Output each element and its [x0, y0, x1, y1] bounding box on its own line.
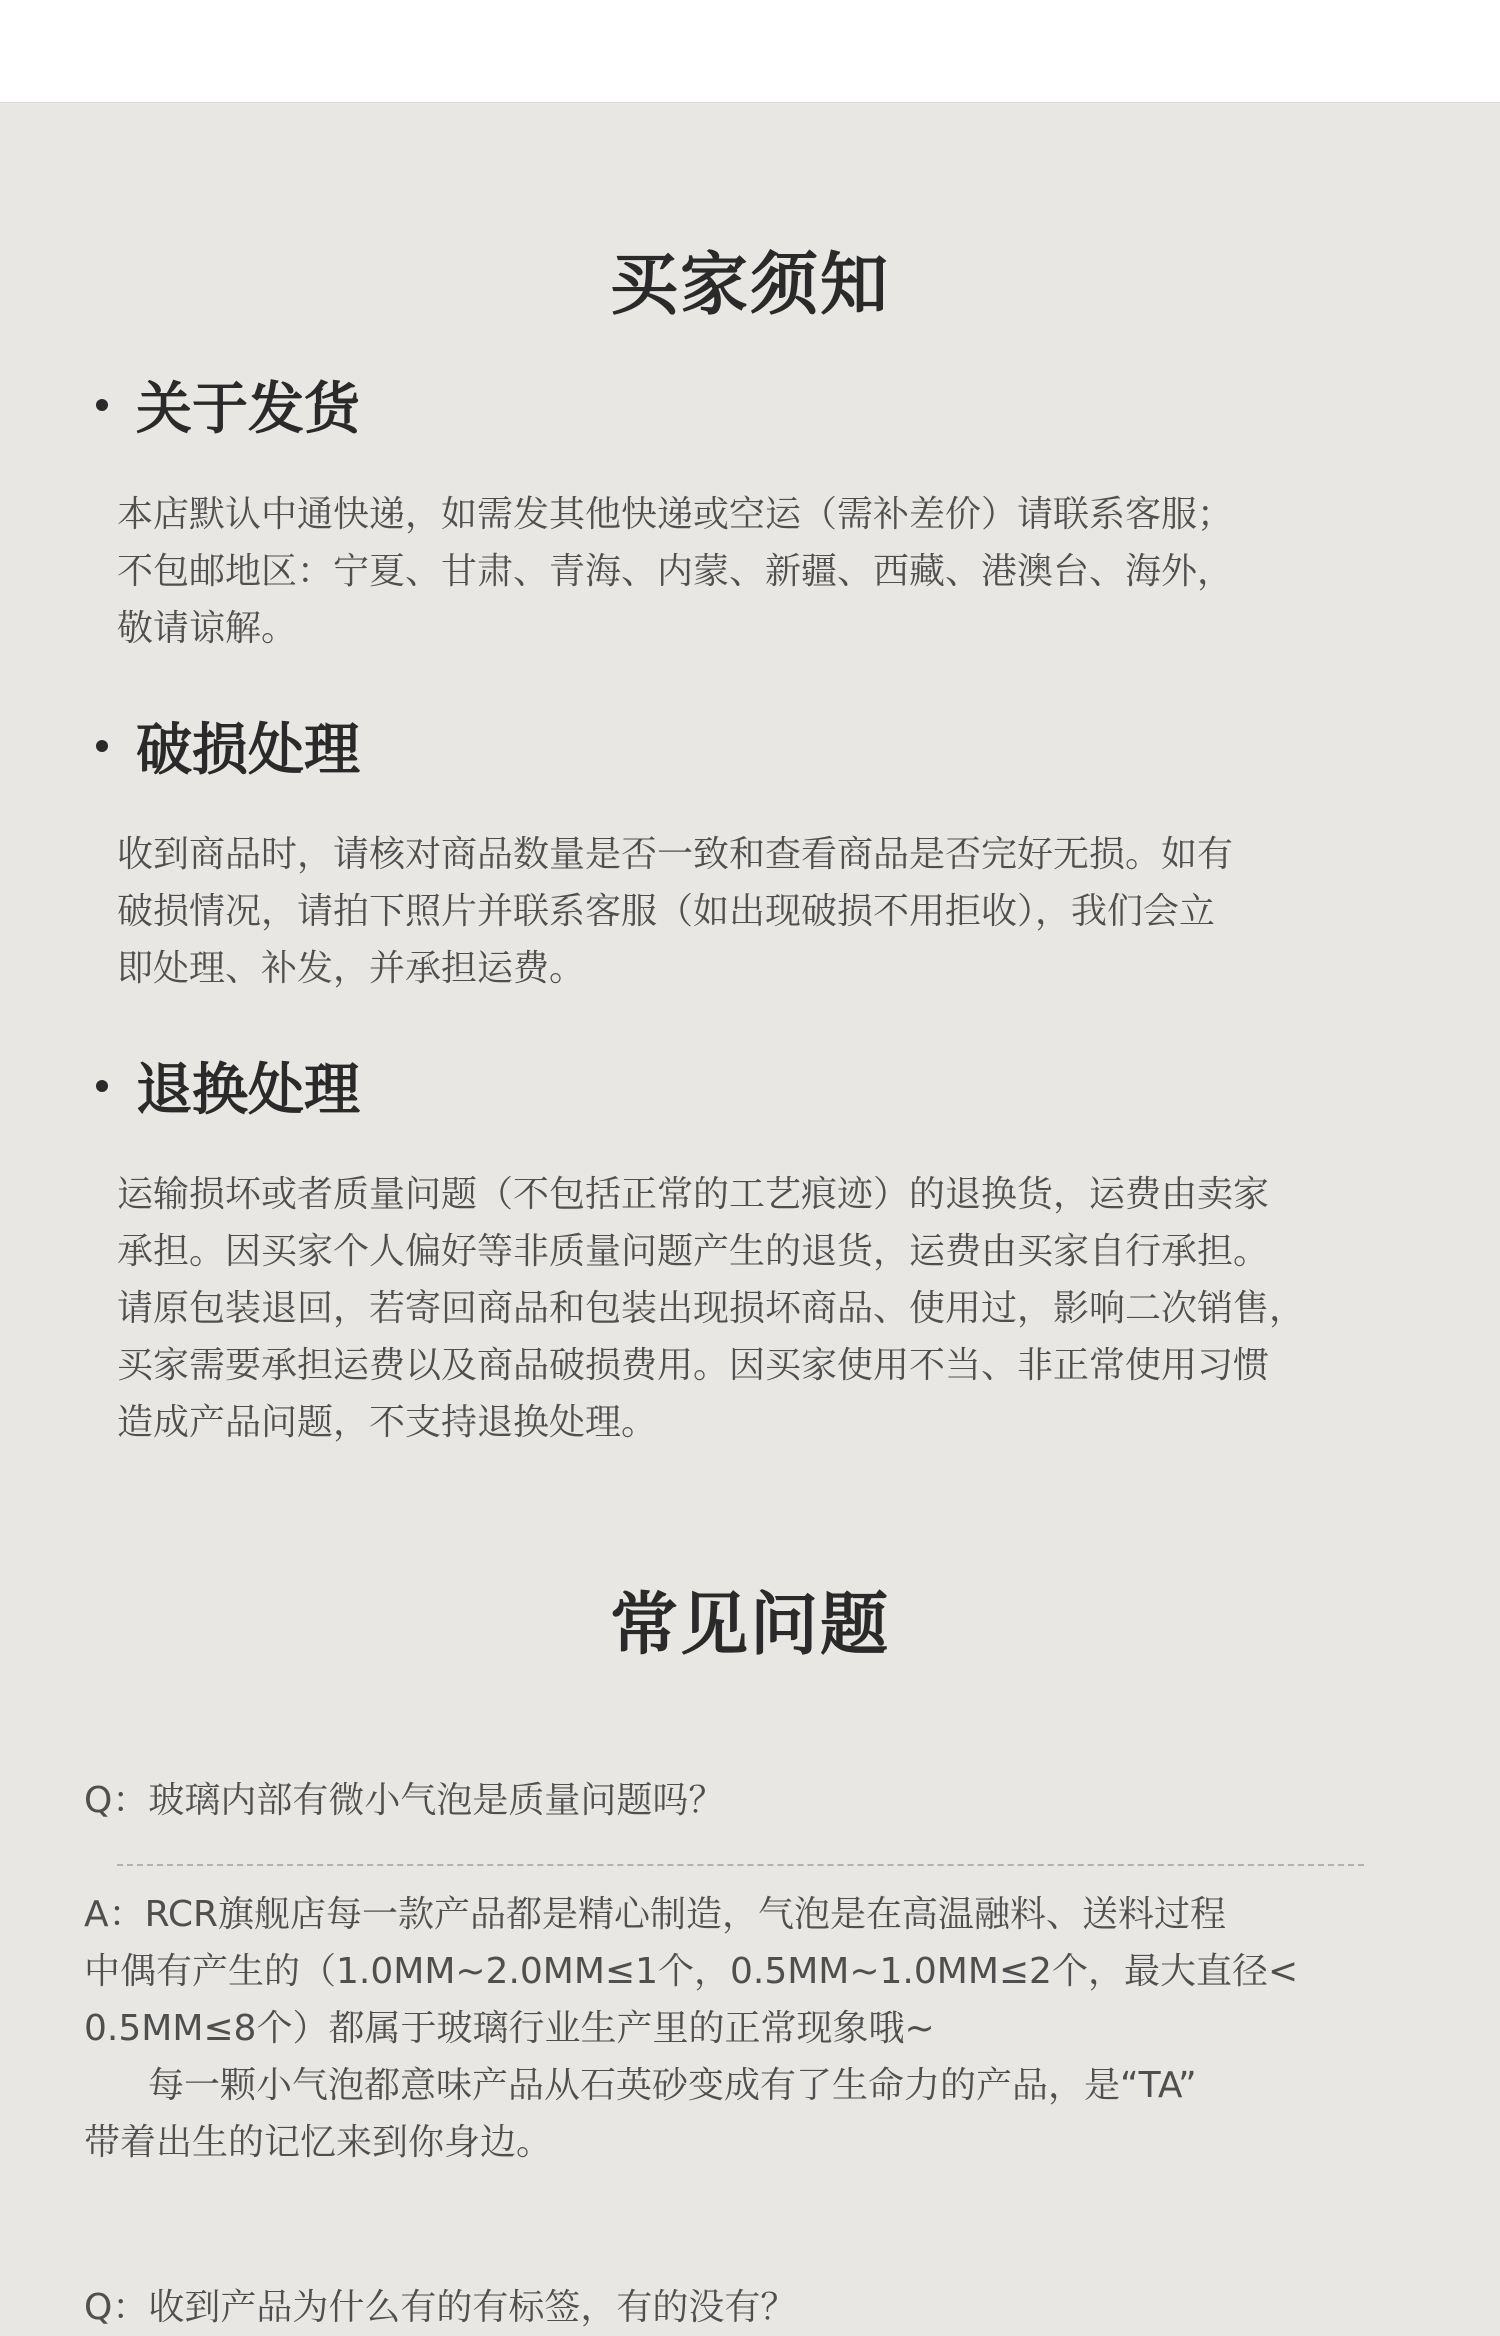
text-line: 破损情况，请拍下照片并联系客服（如出现破损不用拒收），我们会立 — [117, 891, 1216, 932]
section-text-returns — [117, 1166, 1487, 1451]
faq-question: Q：收到产品为什么有的有标签，有的没有？ — [84, 2287, 797, 2328]
section-text-shipping — [117, 486, 1487, 657]
text-line: 运输损坏或者质量问题（不包括正常的工艺痕迹）的退换货，运费由卖家 — [117, 1174, 1270, 1215]
section-heading-damage — [96, 706, 360, 786]
answer-line: A：RCR旗舰店每一款产品都是精心制造，气泡是在高温融料、送料过程 — [84, 1894, 1226, 1935]
bullet-dot-icon — [96, 740, 108, 752]
answer-line: 每一颗小气泡都意味产品从石英砂变成有了生命力的产品，是“TA” — [148, 2065, 1197, 2106]
faq-question: Q：玻璃内部有微小气泡是质量问题吗？ — [84, 1780, 725, 1821]
text-line: 敬请谅解。 — [117, 608, 298, 649]
section-heading-label: 退换处理 — [136, 1058, 360, 1123]
text-line: 承担。因买家个人偏好等非质量问题产生的退货，运费由买家自行承担。 — [117, 1231, 1270, 1272]
faq-title: 常见问题 — [609, 1586, 890, 1665]
dashed-divider — [117, 1864, 1364, 1866]
section-heading-returns — [96, 1046, 360, 1126]
top-white-band — [0, 0, 1500, 103]
buyer-notice-title: 买家须知 — [609, 246, 890, 325]
answer-line: 0.5MM≤8个）都属于玻璃行业生产里的正常现象哦~ — [84, 2008, 935, 2049]
text-line: 本店默认中通快递，如需发其他快递或空运（需补差价）请联系客服； — [117, 494, 1234, 535]
bullet-dot-icon — [96, 399, 108, 411]
section-text-damage — [117, 826, 1487, 997]
answer-line: 带着出生的记忆来到你身边。 — [84, 2122, 553, 2163]
text-line: 不包邮地区：宁夏、甘肃、青海、内蒙、新疆、西藏、港澳台、海外， — [117, 551, 1234, 592]
faq-answer — [84, 1886, 1484, 2171]
text-line: 即处理、补发，并承担运费。 — [117, 948, 586, 989]
bullet-dot-icon — [96, 1080, 108, 1092]
answer-line: 中偶有产生的（1.0MM~2.0MM≤1个，0.5MM~1.0MM≤2个，最大直径< — [84, 1951, 1299, 1992]
text-line: 造成产品问题，不支持退换处理。 — [117, 1402, 658, 1443]
section-heading-label: 破损处理 — [136, 718, 360, 783]
section-heading-shipping — [96, 365, 360, 445]
section-heading-label: 关于发货 — [136, 377, 360, 442]
text-line: 收到商品时，请核对商品数量是否一致和查看商品是否完好无损。如有 — [117, 834, 1234, 875]
text-line: 请原包装退回，若寄回商品和包装出现损坏商品、使用过，影响二次销售， — [117, 1288, 1306, 1329]
text-line: 买家需要承担运费以及商品破损费用。因买家使用不当、非正常使用习惯 — [117, 1345, 1270, 1386]
